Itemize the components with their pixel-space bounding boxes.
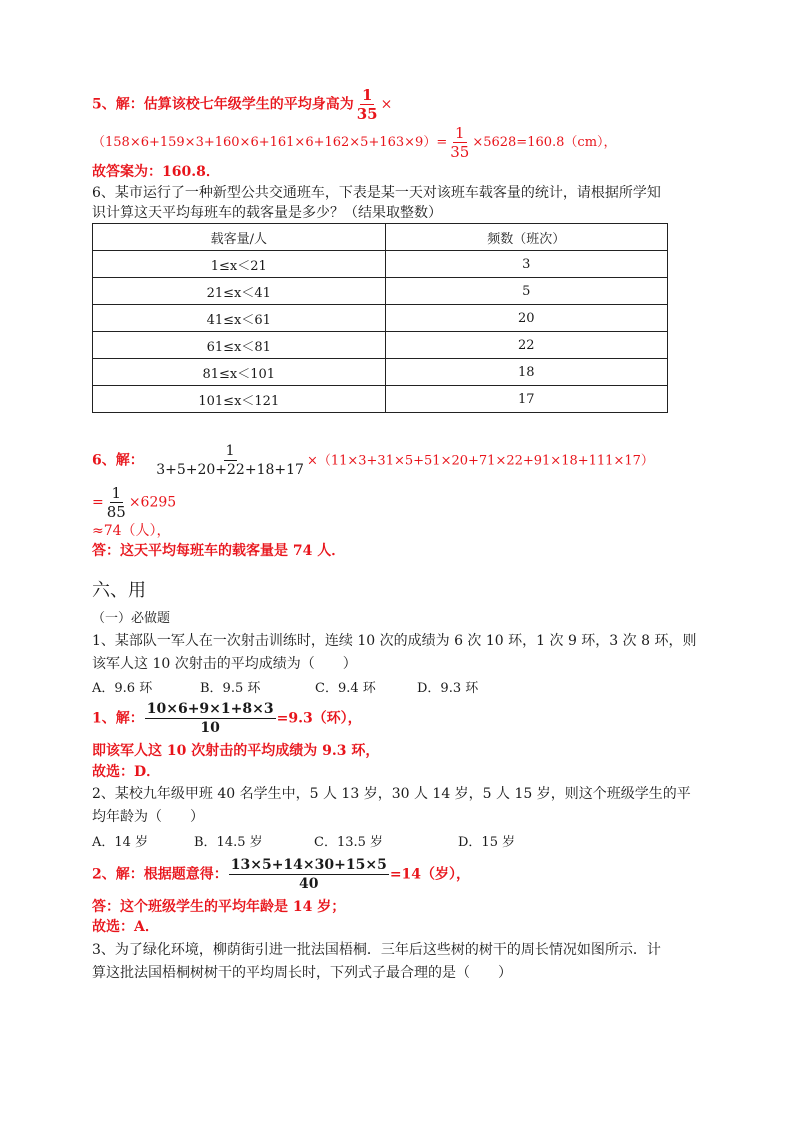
q6-answer: 答：这天平均每班车的载客量是 74 人． <box>92 543 346 559</box>
table-cell: 22 <box>385 332 667 359</box>
option-a: A．14 岁 <box>92 835 149 850</box>
table-row <box>93 332 668 359</box>
option-c: C．13.5 岁 <box>314 835 384 850</box>
p1-solution-line1 <box>92 700 362 737</box>
q5-solution-line1: 5、解：估算该校七年级学生的平均身高为 $\frac{1}{35}$ × <box>92 86 393 123</box>
q6-approx: ≈74（人）， <box>92 523 171 539</box>
p1-result: =9.3（环）， <box>276 710 362 727</box>
option-d: D．9.3 环 <box>417 681 479 696</box>
table-cell: 21≤x＜41 <box>93 278 386 305</box>
q5-answer: 故答案为：160.8． <box>92 164 220 180</box>
q5-solution-line2: （158×6+159×3+160×6+161×6+162×5+163×9）= $\frac{1}{35}$ ×5628=160.8（cm）， <box>92 124 617 161</box>
q5-fraction: $\frac{1}{35}$ <box>356 86 378 123</box>
q5-solution-intro: 5、解：估算该校七年级学生的平均身高为 <box>92 96 354 113</box>
p2-solution-intro: 2、解：根据题意得： <box>92 866 228 883</box>
q5-fraction-2: $\frac{1}{35}$ <box>450 124 470 161</box>
q6-fraction: $\frac{1}{3+5+20+22+18+17}$ <box>156 443 304 478</box>
p1-solution-line3: 故选：D． <box>92 764 161 780</box>
p2-options <box>92 834 515 852</box>
q6-solution-line1 <box>92 442 654 479</box>
table-cell: 5 <box>385 278 667 305</box>
option-c: C．9.4 环 <box>315 681 376 696</box>
p1-solution-intro: 1、解： <box>92 710 144 727</box>
q5-result: ×5628=160.8（cm）， <box>472 135 617 150</box>
q6-solution-line2: = $\frac{1}{85}$ ×6295 <box>92 484 177 521</box>
q6-fraction-2: $\frac{1}{85}$ <box>106 484 126 521</box>
option-a: A．9.6 环 <box>92 681 153 696</box>
option-b: B．14.5 岁 <box>194 835 263 850</box>
p2-solution-line1 <box>92 856 470 893</box>
p3-question-line1: 3、为了绿化环境，柳荫街引进一批法国梧桐．三年后这些树的树干的周长情况如图所示．计 <box>92 942 661 958</box>
table-cell: 61≤x＜81 <box>93 332 386 359</box>
p1-question-line2: 该军人这 10 次射击的平均成绩为（ ） <box>92 656 357 672</box>
p2-solution-line3: 故选：A． <box>92 919 159 935</box>
table-row <box>93 305 668 332</box>
p1-options <box>92 680 478 698</box>
p2-question-line2: 均年龄为（ ） <box>92 809 204 825</box>
table-row <box>93 359 668 386</box>
table-header: 载客量/人 <box>93 224 386 251</box>
table-row <box>93 386 668 413</box>
table-cell: 1≤x＜21 <box>93 251 386 278</box>
table-cell: 20 <box>385 305 667 332</box>
table-row <box>93 278 668 305</box>
q6-expression: ×（11×3+31×5+51×20+71×22+91×18+111×17） <box>306 453 654 469</box>
p1-fraction: $\frac{10\times 6+9\times 1+8\times 3}{10}$ <box>146 701 274 736</box>
table-cell: 41≤x＜61 <box>93 305 386 332</box>
table-cell: 18 <box>385 359 667 386</box>
option-d: D．15 岁 <box>458 835 516 850</box>
p2-fraction: $\frac{13\times 5+14\times 30+15\times 5}{40}$ <box>230 857 387 892</box>
table-row <box>93 251 668 278</box>
p2-question-line1: 2、某校九年级甲班 40 名学生中，5 人 13 岁，30 人 14 岁，5 人 15 岁，则这个班级学生的平 <box>92 786 691 802</box>
q5-expression: （158×6+159×3+160×6+161×6+162×5+163×9） <box>92 135 437 150</box>
q6-solution-intro: 6、解： <box>92 452 144 469</box>
p1-question-line1: 1、某部队一军人在一次射击训练时，连续 10 次的成绩为 6 次 10 环，1 次 9 环，3 次 8 环，则 <box>92 633 697 649</box>
q6-question-line1: 6、某市运行了一种新型公共交通班车，下表是某一天对该班车载客量的统计，请根据所学知 <box>92 185 661 201</box>
section-title: 六、用 <box>92 580 146 601</box>
frequency-table <box>92 223 668 413</box>
table-header-row <box>93 224 668 251</box>
p1-solution-line2: 即该军人这 10 次射击的平均成绩为 9.3 环， <box>92 743 380 759</box>
table-cell: 101≤x＜121 <box>93 386 386 413</box>
q6-question-line2: 识计算这天平均每班车的载客量是多少？（结果取整数） <box>92 205 442 221</box>
option-b: B．9.5 环 <box>200 681 261 696</box>
p3-question-line2: 算这批法国梧桐树树干的平均周长时，下列式子最合理的是（ ） <box>92 965 512 981</box>
table-cell: 17 <box>385 386 667 413</box>
p2-solution-line2: 答：这个班级学生的平均年龄是 14 岁； <box>92 899 346 915</box>
p2-result: =14（岁）， <box>389 866 471 883</box>
section-subtitle: （一）必做题 <box>92 611 171 626</box>
table-header: 频数（班次） <box>385 224 667 251</box>
table-cell: 3 <box>385 251 667 278</box>
table-cell: 81≤x＜101 <box>93 359 386 386</box>
